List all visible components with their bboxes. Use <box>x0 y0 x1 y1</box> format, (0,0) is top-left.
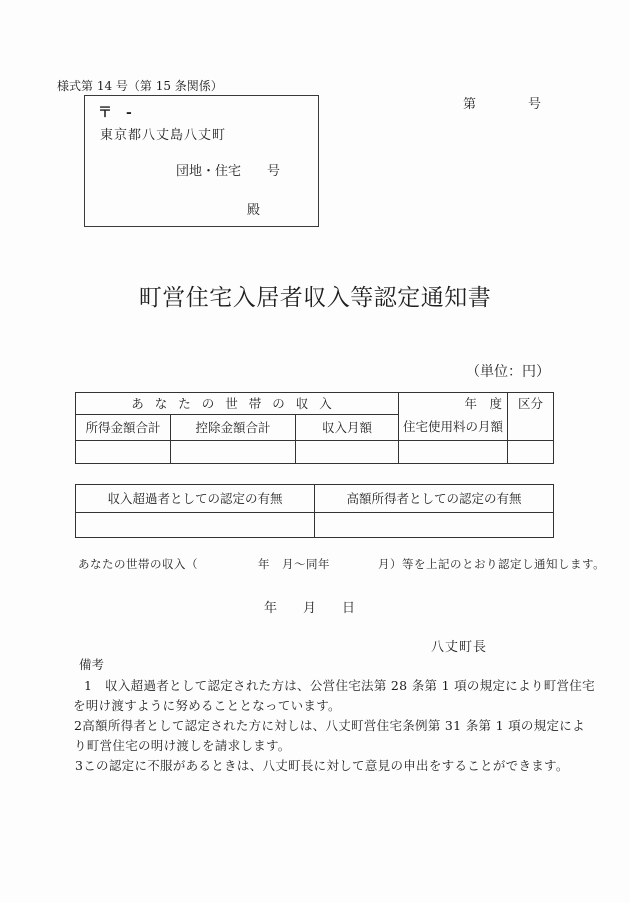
household-income-header: あなたの世帯の収入 <box>76 393 399 415</box>
remarks-heading: 備考 <box>79 657 105 672</box>
address-line: 東京都八丈島八丈町 <box>100 128 227 143</box>
addressee-honorific: 殿 <box>247 203 261 218</box>
category-value <box>508 441 554 464</box>
doc-number-suffix: 号 <box>527 97 541 112</box>
postal-code-line: 〒 - <box>98 105 132 121</box>
remark-line-1-cont: を明け渡すように努めることとなっています。 <box>73 698 341 713</box>
remark-line-2-cont: り町営住宅の明け渡しを請求します。 <box>74 738 291 753</box>
monthly-income-value <box>296 441 399 464</box>
income-table <box>75 392 554 464</box>
monthly-income-header: 収入月額 <box>296 415 399 441</box>
remark-line-3: 3この認定に不服があるときは、八丈町長に対して意見の申出をすることができます。 <box>75 758 569 773</box>
income-total-value <box>76 441 171 464</box>
deduction-total-header: 控除金額合計 <box>171 415 296 441</box>
housing-unit-line: 団地・住宅 号 <box>176 164 281 179</box>
remark-line-1: 1 収入超過者として認定された方は、公営住宅法第 28 条第 1 項の規定により町営住宅 <box>84 678 595 693</box>
certification-sentence: あなたの世帯の収入（ 年 月～同年 月）等を上記のとおり認定し通知します。 <box>78 557 606 571</box>
fiscal-year-label: 年 度 <box>464 396 503 411</box>
addressee-box <box>84 95 319 227</box>
date-line: 年 月 日 <box>264 601 356 616</box>
mayor-signature: 八丈町長 <box>431 640 488 655</box>
document-title: 町営住宅入居者収入等認定通知書 <box>138 285 492 311</box>
income-total-header: 所得金額合計 <box>76 415 171 441</box>
income-exceeder-value <box>76 513 315 538</box>
certification-table <box>75 484 554 538</box>
currency-unit-note: （単位：円） <box>466 364 550 380</box>
income-exceeder-header: 収入超過者としての認定の有無 <box>76 485 315 513</box>
deduction-total-value <box>171 441 296 464</box>
monthly-rent-value <box>399 441 508 464</box>
category-header: 区分 <box>508 393 554 441</box>
form-number: 様式第 14 号（第 15 条関係） <box>57 79 223 93</box>
doc-number-prefix: 第 <box>463 97 477 112</box>
fiscal-year-rent-cell <box>399 393 508 441</box>
remark-line-2: 2高額所得者として認定された方に対しは、八丈町営住宅条例第 31 条第 1 項の規定によ <box>74 718 585 733</box>
document-number-line <box>463 93 541 112</box>
monthly-rent-header: 住宅使用料の月額 <box>403 419 504 434</box>
high-income-header: 高額所得者としての認定の有無 <box>315 485 554 513</box>
high-income-value <box>315 513 554 538</box>
